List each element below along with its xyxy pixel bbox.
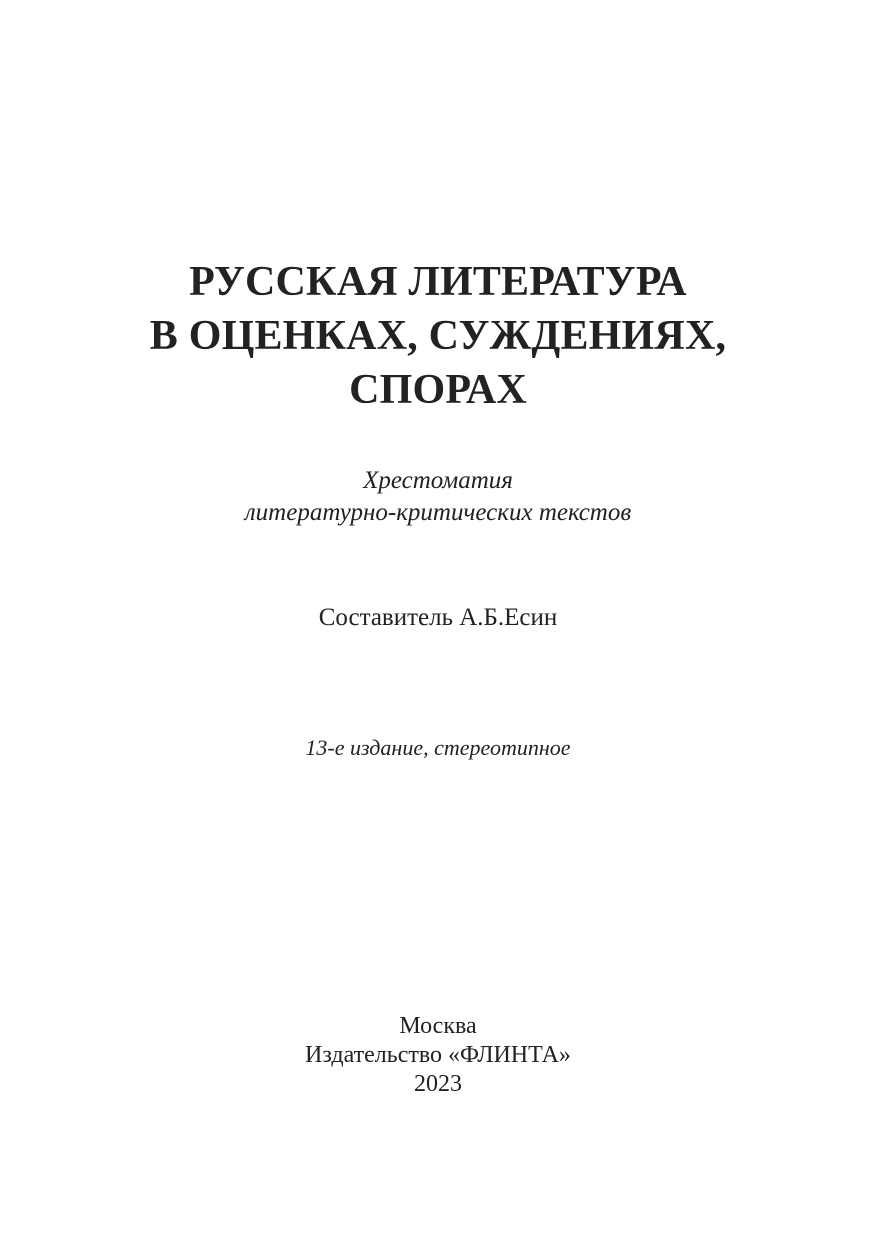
imprint-city: Москва bbox=[399, 1013, 477, 1039]
book-subtitle-line: литературно-критических текстов bbox=[244, 499, 632, 526]
imprint bbox=[0, 1012, 876, 1099]
imprint-publisher: Издательство «ФЛИНТА» bbox=[305, 1042, 571, 1068]
book-title-line: В ОЦЕНКАХ, СУЖДЕНИЯХ, bbox=[149, 313, 727, 359]
book-subtitle bbox=[0, 465, 876, 529]
compiler-credit: Составитель А.Б.Есин bbox=[318, 604, 558, 631]
book-subtitle-line: Хрестоматия bbox=[363, 467, 513, 494]
book-title-line: СПОРАХ bbox=[349, 367, 527, 413]
book-title-line: РУССКАЯ ЛИТЕРАТУРА bbox=[189, 259, 687, 305]
imprint-year: 2023 bbox=[414, 1071, 462, 1097]
book-title bbox=[0, 255, 876, 417]
edition-note: 13-е издание, стереотипное bbox=[305, 735, 571, 760]
